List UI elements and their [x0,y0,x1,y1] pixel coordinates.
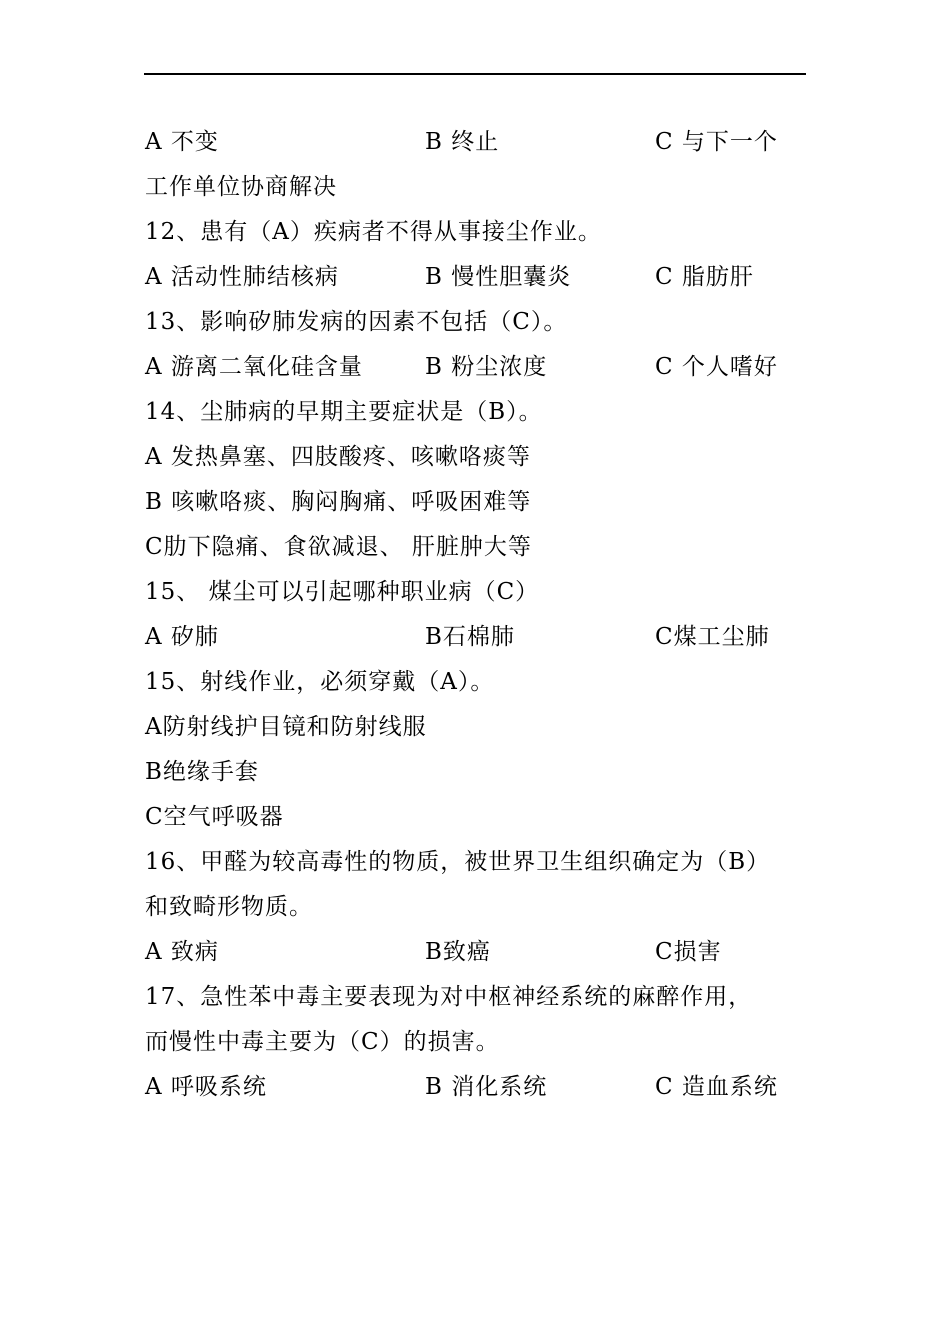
q11-option-c: C 与下一个 [655,129,778,155]
q15a-option-b: B石棉肺 [425,624,515,650]
q15b-option-c: C空气呼吸器 [145,804,284,830]
q11-option-c-continued: 工作单位协商解决 [145,174,337,200]
document-body [145,120,807,1110]
q13-option-b: B 粉尘浓度 [425,354,548,380]
q12-option-a: A 活动性肺结核病 [145,264,339,290]
q13-option-c: C 个人嗜好 [655,354,778,380]
q16-option-c: C损害 [655,939,722,965]
q17-question-line2: 而慢性中毒主要为（C）的损害。 [145,1029,500,1055]
q11-options [145,120,807,165]
q12-question: 12、患有（A）疾病者不得从事接尘作业。 [145,219,602,245]
q17-options [145,1065,807,1110]
header-rule [144,73,806,75]
q16-option-b: B致癌 [425,939,491,965]
q16-option-a: A 致病 [145,939,219,965]
q15a-question: 15、 煤尘可以引起哪种职业病（C） [145,579,540,605]
q14-question: 14、尘肺病的早期主要症状是（B）。 [145,399,543,425]
q12-option-b: B 慢性胆囊炎 [425,264,572,290]
q15b-option-b: B绝缘手套 [145,759,259,785]
q17-option-a: A 呼吸系统 [145,1074,267,1100]
q14-option-a: A 发热鼻塞、四肢酸疼、咳嗽咯痰等 [145,444,531,470]
q16-question-line2: 和致畸形物质。 [145,894,313,920]
q13-options [145,345,807,390]
q12-option-c: C 脂肪肝 [655,264,754,290]
q11-option-a: A 不变 [145,129,219,155]
q14-option-c: C肋下隐痛、食欲减退、 肝脏肿大等 [145,534,532,560]
q16-options [145,930,807,975]
q11-option-b: B 终止 [425,129,500,155]
q15a-option-a: A 矽肺 [145,624,219,650]
q15a-options [145,615,807,660]
q13-option-a: A 游离二氧化硅含量 [145,354,363,380]
q13-question: 13、影响矽肺发病的因素不包括（C）。 [145,309,568,335]
q17-option-c: C 造血系统 [655,1074,778,1100]
q16-question-line1: 16、甲醛为较高毒性的物质，被世界卫生组织确定为（B） [145,849,771,875]
q15b-option-a: A防射线护目镜和防射线服 [145,714,427,740]
q14-option-b: B 咳嗽咯痰、胸闷胸痛、呼吸困难等 [145,489,532,515]
q12-options [145,255,807,300]
q15b-question: 15、射线作业，必须穿戴（A）。 [145,669,495,695]
q17-question-line1: 17、急性苯中毒主要表现为对中枢神经系统的麻醉作用， [145,984,753,1010]
q17-option-b: B 消化系统 [425,1074,548,1100]
q15a-option-c: C煤工尘肺 [655,624,770,650]
